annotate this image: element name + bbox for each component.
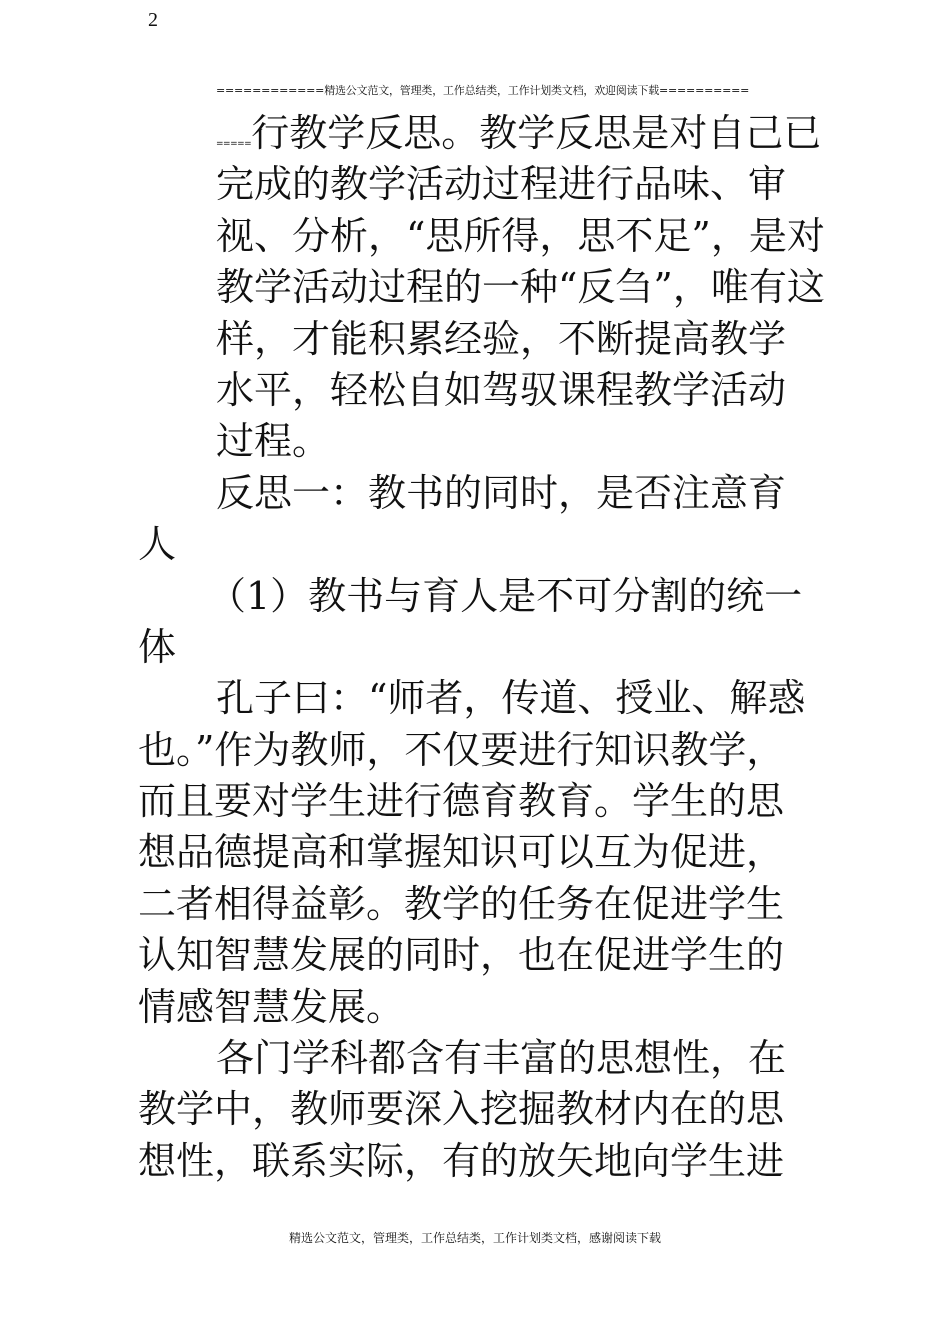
heading-1-line-1: 反思一：教书的同时，是否注意育 [216,470,787,515]
paragraph-2-line-2: 也。”作为教师，不仅要进行知识教学， [138,727,785,772]
header-banner: ============精选公文范文，管理类，工作总结类，工作计划类文档，欢迎阅读下载========== [216,84,750,97]
paragraph-1-line-4: 教学活动过程的一种“反刍”，唯有这 [216,265,825,310]
heading-2-line-1: （1）教书与育人是不可分割的统一 [208,573,803,618]
paragraph-3-line-2: 教学中，教师要深入挖掘教材内在的思 [138,1087,785,1132]
heading-1-line-2: 人 [138,522,177,567]
paragraph-2-line-6: 认知智慧发展的同时，也在促进学生的 [138,933,785,978]
paragraph-3-line-3: 想性，联系实际，有的放矢地向学生进 [138,1138,785,1183]
paragraph-1-line-7: 过程。 [216,419,331,464]
paragraph-3 [138,1033,828,1187]
paragraph-2-line-1: 孔子曰：“师者，传道、授业、解惑 [216,676,806,721]
footer-text: 精选公文范文，管理类，工作总结类，工作计划类文档，感谢阅读下载 [288,1231,661,1245]
heading-2-line-2: 体 [138,624,177,669]
paragraph-1-line-5: 样，才能积累经验，不断提高教学 [216,316,787,361]
continuation-marker: ===== [216,139,252,149]
paragraph-2-line-3: 而且要对学生进行德育教育。学生的思 [138,779,785,824]
paragraph-2 [138,673,828,1033]
paragraph-2-line-4: 想品德提高和掌握知识可以互为促进， [138,830,785,875]
paragraph-3-line-1: 各门学科都含有丰富的思想性，在 [216,1036,787,1081]
heading-1 [138,468,828,571]
paragraph-1-line-6: 水平，轻松自如驾驭课程教学活动 [216,367,787,412]
heading-2 [138,571,828,674]
paragraph-1-line-1-text: 行教学反思。教学反思是对自己已 [251,111,822,155]
paragraph-2-line-7: 情感智慧发展。 [138,984,405,1029]
paragraph-1-line-2: 完成的教学活动过程进行品味、审 [216,162,787,207]
paragraph-2-line-5: 二者相得益彰。教学的任务在促进学生 [138,881,785,926]
paragraph-1-line-1 [138,108,828,159]
page-number: 2 [148,9,158,31]
paragraph-1 [138,108,828,468]
paragraph-1-line-3: 视、分析，“思所得，思不足”，是对 [216,213,825,258]
document-body [138,108,828,1187]
